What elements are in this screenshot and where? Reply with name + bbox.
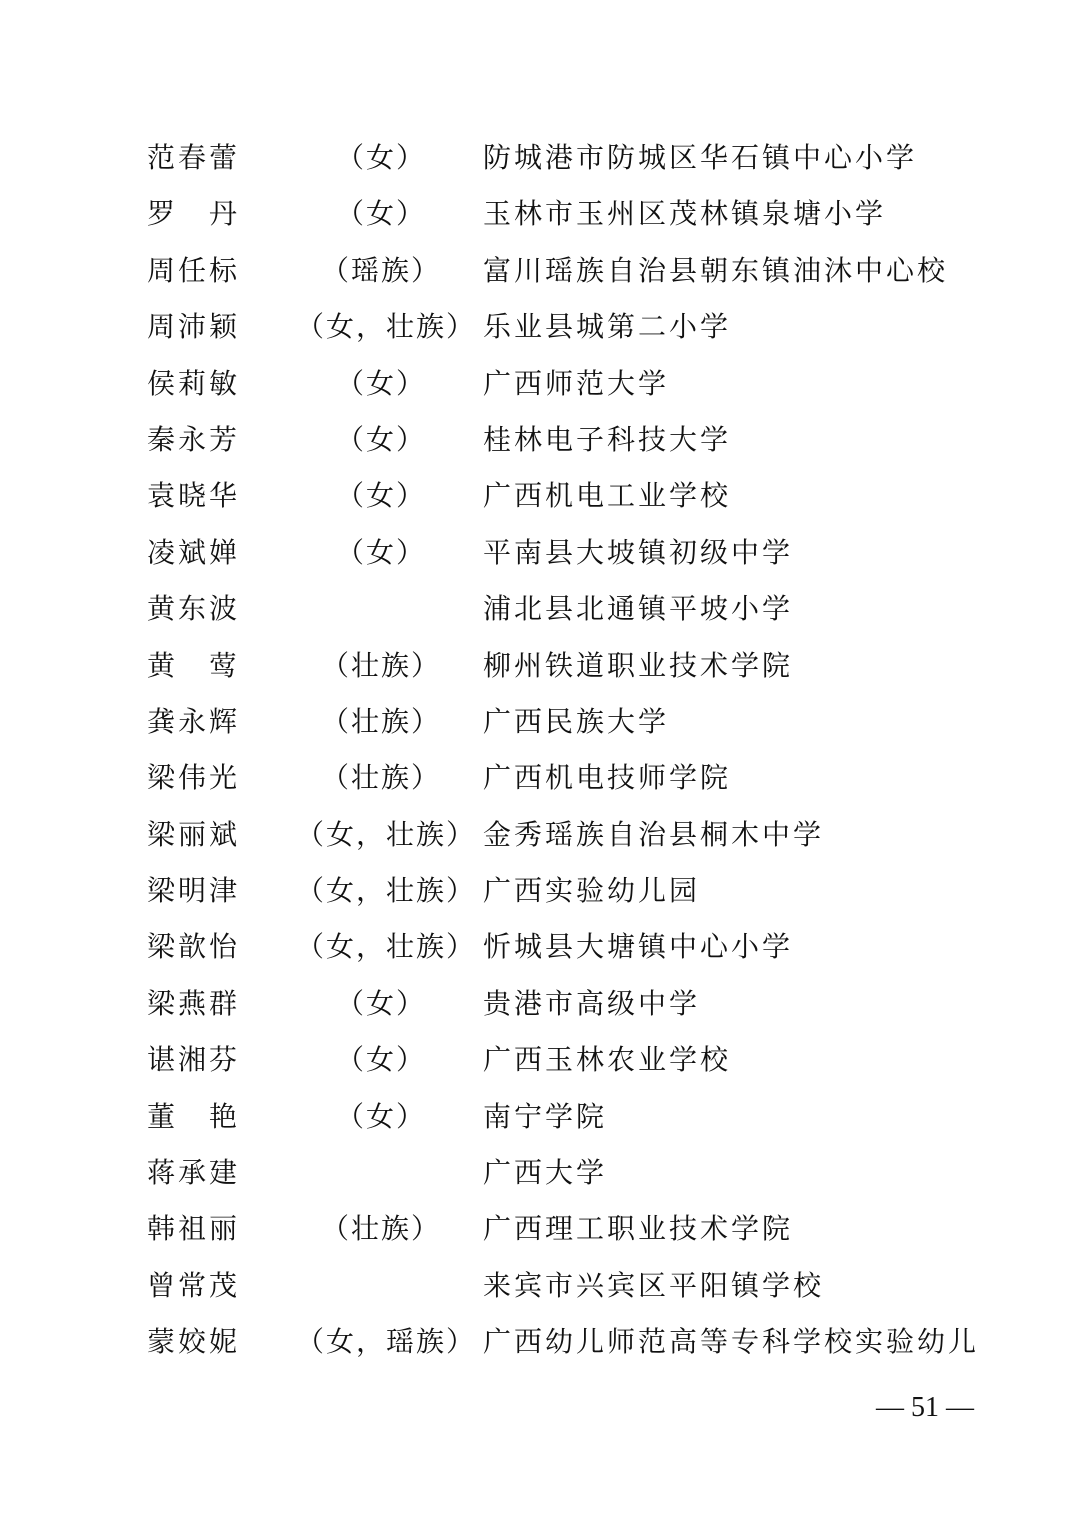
person-name: 秦永芳 (147, 422, 241, 456)
work-unit: 广西幼儿师范高等专科学校实验幼儿 (483, 1325, 980, 1359)
list-item (0, 1258, 1074, 1314)
list-item (0, 638, 1074, 694)
list-item (0, 919, 1074, 975)
person-name: 谌湘芬 (147, 1043, 241, 1077)
person-note: （女，瑶族） (296, 1325, 477, 1359)
work-unit: 桂林电子科技大学 (483, 422, 732, 456)
person-name: 梁燕群 (147, 986, 241, 1020)
work-unit: 广西玉林农业学校 (483, 1043, 732, 1077)
person-note (296, 1258, 466, 1314)
person-name: 梁歆怡 (147, 930, 241, 964)
person-name: 周沛颖 (147, 310, 241, 344)
work-unit: 金秀瑶族自治县桐木中学 (483, 817, 825, 851)
work-unit: 广西实验幼儿园 (483, 874, 701, 908)
person-note: （壮族） (320, 704, 441, 738)
person-name: 龚永辉 (147, 704, 241, 738)
person-note: （壮族） (320, 648, 441, 682)
list-item (0, 581, 1074, 637)
work-unit: 南宁学院 (483, 1099, 608, 1133)
work-unit: 乐业县城第二小学 (483, 310, 732, 344)
person-name: 周任标 (147, 253, 241, 287)
person-note: （女） (335, 1043, 426, 1077)
page-number: — 51 — (876, 1392, 974, 1423)
person-note: （女） (335, 366, 426, 400)
person-note: （女） (335, 479, 426, 513)
person-name: 曾常茂 (147, 1268, 241, 1302)
work-unit: 来宾市兴宾区平阳镇学校 (483, 1268, 825, 1302)
person-note: （女，壮族） (296, 874, 477, 908)
person-name: 黄东波 (147, 592, 241, 626)
person-note: （女） (335, 535, 426, 569)
person-note: （女，壮族） (296, 310, 477, 344)
person-note: （女，壮族） (296, 930, 477, 964)
list-item (0, 750, 1074, 806)
person-note: （壮族） (320, 761, 441, 795)
list-item (0, 863, 1074, 919)
person-note: （女） (335, 141, 426, 174)
person-name: 罗 丹 (147, 197, 241, 231)
work-unit: 玉林市玉州区茂林镇泉塘小学 (483, 197, 887, 231)
work-unit: 平南县大坡镇初级中学 (483, 535, 794, 569)
list-item (0, 1089, 1074, 1145)
person-name: 侯莉敏 (147, 366, 241, 400)
person-name: 韩祖丽 (147, 1212, 241, 1246)
list-item (0, 1201, 1074, 1257)
list-item (0, 299, 1074, 355)
list-item (0, 976, 1074, 1032)
list-item (0, 525, 1074, 581)
person-note: （女） (335, 197, 426, 231)
list-item (0, 1145, 1074, 1201)
person-name: 凌斌婵 (147, 535, 241, 569)
work-unit: 广西民族大学 (483, 704, 670, 738)
list-item (0, 186, 1074, 242)
person-name: 范春蕾 (147, 141, 241, 174)
person-name: 黄 莺 (147, 648, 241, 682)
person-note: （女） (335, 986, 426, 1020)
person-name: 蒙姣妮 (147, 1325, 241, 1359)
work-unit: 忻城县大塘镇中心小学 (483, 930, 794, 964)
list-item (0, 807, 1074, 863)
list-item (0, 468, 1074, 524)
person-note: （女） (335, 422, 426, 456)
person-note: （女，壮族） (296, 817, 477, 851)
work-unit: 贵港市高级中学 (483, 986, 701, 1020)
person-name: 袁晓华 (147, 479, 241, 513)
work-unit: 广西机电技师学院 (483, 761, 732, 795)
person-note (296, 581, 466, 637)
list-item (0, 694, 1074, 750)
person-name: 董 艳 (147, 1099, 241, 1133)
person-note: （壮族） (320, 1212, 441, 1246)
work-unit: 广西师范大学 (483, 366, 670, 400)
roster-list (0, 130, 1074, 1371)
person-name: 梁伟光 (147, 761, 241, 795)
person-name: 梁丽斌 (147, 817, 241, 851)
person-name: 梁明津 (147, 874, 241, 908)
work-unit: 广西大学 (483, 1156, 608, 1190)
list-item (0, 356, 1074, 412)
list-item (0, 412, 1074, 468)
work-unit: 柳州铁道职业技术学院 (483, 648, 794, 682)
work-unit: 广西机电工业学校 (483, 479, 732, 513)
list-item (0, 1032, 1074, 1088)
person-note: （瑶族） (320, 253, 441, 287)
list-item (0, 130, 1074, 186)
work-unit: 浦北县北通镇平坡小学 (483, 592, 794, 626)
list-item (0, 1314, 1074, 1370)
list-item (0, 243, 1074, 299)
person-note: （女） (335, 1099, 426, 1133)
work-unit: 广西理工职业技术学院 (483, 1212, 794, 1246)
work-unit: 富川瑶族自治县朝东镇油沐中心校 (483, 253, 949, 287)
work-unit: 防城港市防城区华石镇中心小学 (483, 141, 918, 174)
person-note (296, 1145, 466, 1201)
person-name: 蒋承建 (147, 1156, 241, 1190)
